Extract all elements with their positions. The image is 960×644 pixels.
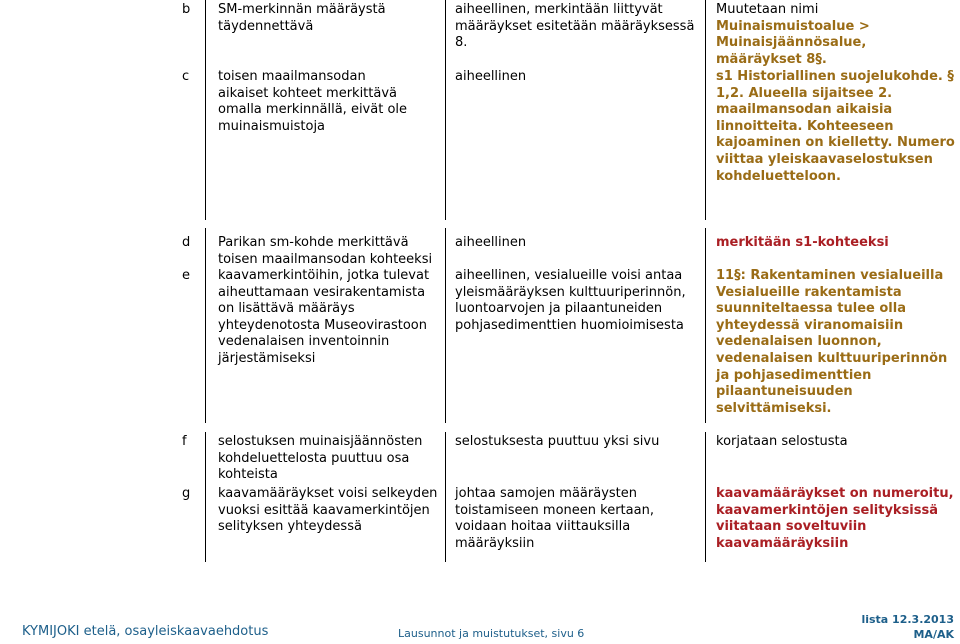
vertical-rule-mid-2 — [445, 228, 446, 423]
row-d-col1: Parikan sm-kohde merkittävä toisen maailmansodan kohteeksi — [218, 235, 433, 267]
row-d-letter: d — [182, 235, 191, 250]
footer-initials: MA/AK — [913, 628, 954, 641]
row-d-col3-highlight: merkitään s1-kohteeksi — [716, 235, 889, 250]
row-b-letter: b — [182, 2, 191, 17]
vertical-rule-left-2 — [205, 228, 206, 423]
row-g-letter: g — [182, 486, 191, 501]
row-e-col2: aiheellinen, vesialueille voisi antaa yleismääräyksen kulttuuriperinnön, luontoarvojen ja pilaantuneiden pohjasedimenttien huomioimisesta — [455, 268, 686, 333]
row-f-col1: selostuksen muinaisjäännösten kohdeluettelosta puuttuu osa kohteista — [218, 434, 423, 483]
vertical-rule-left-3 — [205, 432, 206, 562]
row-f-col2: selostuksesta puuttuu yksi sivu — [455, 434, 660, 449]
row-e-col3-highlight: 11§: Rakentaminen vesialueilla Vesialueille rakentamista suunniteltaessa tulee olla yhteydessä viranomaisiin vedenalaisen luonnon, vedenalaisen kulttuuriperinnön ja pohjasedimenttien pilaantuneisuuden selvittämiseksi. — [716, 268, 948, 416]
vertical-rule-right — [705, 0, 706, 220]
row-f-letter: f — [182, 434, 187, 449]
row-b-col1: SM-merkinnän määräystä täydennettävä — [218, 2, 386, 34]
row-f-col3: korjataan selostusta — [716, 434, 848, 449]
footer-page-label: Lausunnot ja muistutukset, sivu 6 — [398, 627, 585, 640]
row-e-col1: kaavamerkintöihin, jotka tulevat aiheuttamaan vesirakentamista on lisättävä määräys yhteydenotosta Museovirastoon vedenalaisen inventoinnin järjestämiseksi — [218, 268, 430, 366]
row-b-col2: aiheellinen, merkintään liittyvät määräykset esitetään määräyksessä 8. — [455, 2, 695, 51]
row-c-col3-highlight: s1 Historiallinen suojelukohde. § 1,2. Alueella sijaitsee 2. maailmansodan aikaisia linnoitteita. Kohteeseen kajoaminen on kielletty. Numero viittaa yleiskaavaselostuksen kohdeluetteloon. — [716, 69, 955, 184]
row-b-col3-highlight: Muinaismuistoalue > Muinaisjäännösalue, määräykset 8§. — [716, 18, 870, 67]
row-e-letter: e — [182, 268, 190, 283]
vertical-rule-mid-3 — [445, 432, 446, 562]
footer-document-title: KYMIJOKI etelä, osayleiskaavaehdotus — [22, 624, 269, 639]
row-g-col2: johtaa samojen määräysten toistamiseen moneen kertaan, voidaan hoitaa viittauksilla määräyksiin — [455, 486, 654, 551]
row-g-col3-highlight: kaavamääräykset on numeroitu, kaavamerkintöjen selityksissä viitataan soveltuviin kaavamääräyksiin — [716, 486, 954, 551]
row-c-letter: c — [182, 69, 190, 84]
vertical-rule-right-3 — [705, 432, 706, 562]
row-c-col2: aiheellinen — [455, 69, 527, 84]
row-g-col1: kaavamääräykset voisi selkeyden vuoksi esittää kaavamerkintöjen selityksen yhteydessä — [218, 486, 438, 535]
footer-date: lista 12.3.2013 — [861, 613, 954, 626]
vertical-rule-right-2 — [705, 228, 706, 423]
row-b-col3-plain: Muutetaan nimi — [716, 2, 819, 17]
row-b-col3 — [716, 2, 956, 68]
vertical-rule-left — [205, 0, 206, 220]
row-c-col1: toisen maailmansodan aikaiset kohteet merkittävä omalla merkinnällä, eivät ole muinaismuistoja — [218, 69, 408, 134]
row-d-col2: aiheellinen — [455, 235, 527, 250]
vertical-rule-mid — [445, 0, 446, 220]
